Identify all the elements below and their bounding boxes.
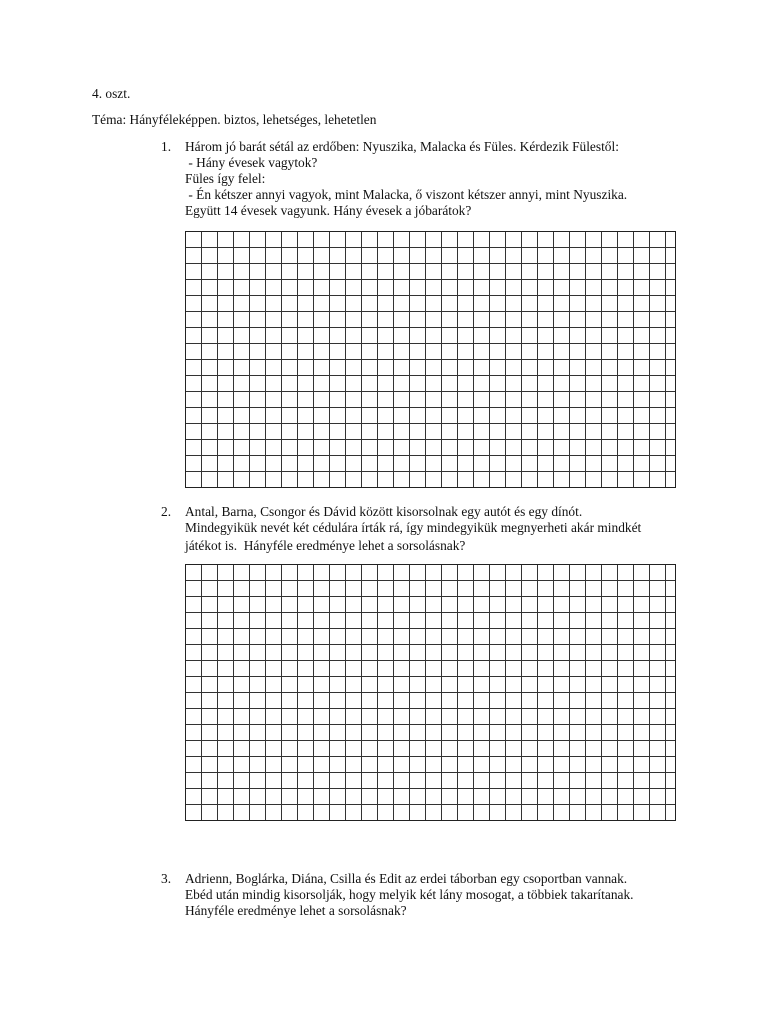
task-text-line: Hányféle eredménye lehet a sorsolásnak? xyxy=(185,903,407,918)
task-text-line: - Hány évesek vagytok? xyxy=(185,155,318,170)
task-number: 3. xyxy=(161,871,172,886)
task-text-line: Mindegyikük nevét két cédulára írták rá, így mindegyikük megnyerheti akár mindkét xyxy=(185,520,642,535)
grade-label: 4. oszt. xyxy=(92,86,131,101)
answer-grid[interactable] xyxy=(185,564,676,821)
task-text-line: Füles így felel: xyxy=(185,171,266,186)
task-number: 1. xyxy=(161,139,172,154)
task-text-line: játékot is. Hányféle eredménye lehet a sorsolásnak? xyxy=(185,538,466,553)
task-text-line: - Én kétszer annyi vagyok, mint Malacka, ő viszont kétszer annyi, mint Nyuszika. xyxy=(185,187,628,202)
task-number: 2. xyxy=(161,504,172,519)
answer-grid[interactable] xyxy=(185,231,676,488)
task-text-line: Antal, Barna, Csongor és Dávid között kisorsolnak egy autót és egy dínót. xyxy=(185,504,583,519)
task-text-line: Együtt 14 évesek vagyunk. Hány évesek a jóbarátok? xyxy=(185,203,472,218)
topic-title: Téma: Hányféleképpen. biztos, lehetséges, lehetetlen xyxy=(92,112,377,127)
task-text-line: Három jó barát sétál az erdőben: Nyuszika, Malacka és Füles. Kérdezik Fülestől: xyxy=(185,139,619,154)
task-text-line: Adrienn, Boglárka, Diána, Csilla és Edit az erdei táborban egy csoportban vannak. xyxy=(185,871,628,886)
task-text-line: Ebéd után mindig kisorsolják, hogy melyik két lány mosogat, a többiek takarítanak. xyxy=(185,887,634,902)
